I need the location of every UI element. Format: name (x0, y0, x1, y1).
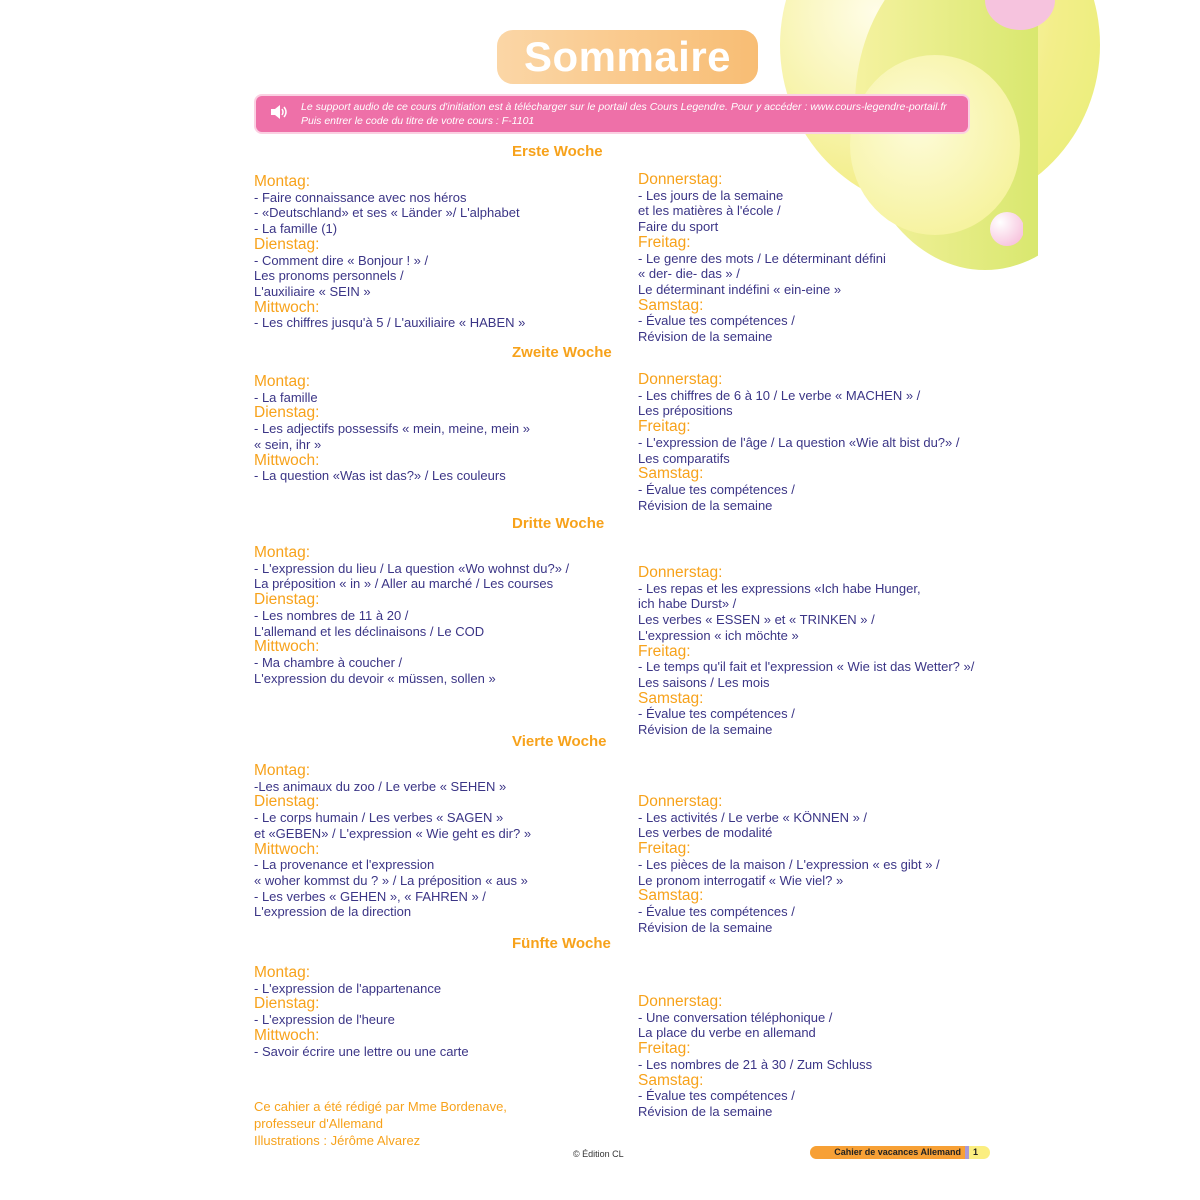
audio-info-banner (256, 96, 968, 132)
day-heading: Freitag: (638, 642, 691, 660)
day-heading: Donnerstag: (638, 793, 723, 810)
day-heading: Dienstag: (254, 995, 320, 1013)
week-right-column (638, 372, 960, 513)
lesson-item: - «Deutschland» et ses « Länder »/ L'alphabet (254, 205, 520, 221)
lesson-item: L'expression de la direction (254, 904, 412, 920)
lesson-item: - Les pièces de la maison / L'expression « es gibt » / (638, 856, 940, 872)
lesson-item: Révision de la semaine (638, 329, 773, 345)
lesson-item: - Évalue tes compétences / (638, 481, 795, 497)
lesson-item: - Évalue tes compétences / (638, 706, 795, 722)
lesson-item: - L'expression de l'appartenance (254, 980, 442, 996)
lesson-item: Révision de la semaine (638, 722, 773, 738)
lesson-item: - Le temps qu'il fait et l'expression « Wie ist das Wetter? »/ (638, 659, 975, 675)
lesson-item: « sein, ihr » (254, 436, 322, 452)
week-heading: Erste Woche (512, 143, 603, 160)
book-title: Cahier de vacances Allemand (810, 1146, 965, 1159)
week-left-column (254, 374, 530, 484)
footer-bar (810, 1146, 990, 1159)
credits-line: Ce cahier a été rédigé par Mme Bordenave, (254, 1099, 507, 1114)
week-heading: Dritte Woche (512, 515, 605, 532)
day-heading: Mittwoch: (254, 840, 320, 858)
page-number: 1 (973, 1147, 979, 1157)
copyright: © Édition CL (573, 1149, 624, 1159)
week-right-column (638, 172, 886, 345)
lesson-item: Révision de la semaine (638, 497, 773, 513)
week-right-column (638, 794, 940, 935)
lesson-item: - Le corps humain / Les verbes « SAGEN » (254, 810, 504, 826)
week-left-column (254, 965, 469, 1059)
lesson-item: - Ma chambre à coucher / (254, 654, 403, 670)
lesson-item: Le pronom interrogatif « Wie viel? » (638, 872, 844, 888)
lesson-item: -Les animaux du zoo / Le verbe « SEHEN » (254, 778, 507, 794)
week-left-column (254, 545, 569, 686)
lesson-item: Révision de la semaine (638, 919, 773, 935)
lesson-item: - La question «Was ist das?» / Les couleurs (254, 468, 506, 484)
lesson-item: La place du verbe en allemand (638, 1025, 816, 1041)
day-heading: Samstag: (638, 689, 704, 707)
lesson-item: Les verbes « ESSEN » et « TRINKEN » / (638, 612, 875, 628)
lesson-item: « woher kommst du ? » / La préposition « aus » (254, 872, 528, 888)
lesson-item: Les verbes de modalité (638, 825, 773, 841)
week-heading: Fünfte Woche (512, 935, 611, 952)
lesson-item: - Les jours de la semaine (638, 187, 784, 203)
day-heading: Montag: (254, 964, 311, 981)
lesson-item: - Les chiffres jusqu'à 5 / L'auxiliaire « HABEN » (254, 315, 526, 331)
lesson-item: ich habe Durst» / (638, 596, 737, 612)
lesson-item: Révision de la semaine (638, 1103, 773, 1119)
day-heading: Dienstag: (254, 404, 320, 422)
lesson-item: - Savoir écrire une lettre ou une carte (254, 1043, 469, 1059)
lesson-item: - Les adjectifs possessifs « mein, meine, mein » (254, 421, 531, 437)
lesson-item: - L'expression du lieu / La question «Wo wohnst du?» / (254, 560, 570, 576)
banner-line-1: Le support audio de ce cours d'initiation est à télécharger sur le portail des Cours Legendre. Pour y accéder : www.cours-legendre-portail.fr (301, 101, 947, 113)
day-heading: Dienstag: (254, 793, 320, 811)
lesson-item: - Une conversation téléphonique / (638, 1009, 833, 1025)
lesson-item: Les prépositions (638, 403, 733, 419)
credits-line: professeur d'Allemand (254, 1116, 383, 1131)
day-heading: Mittwoch: (254, 451, 320, 469)
lesson-item: - La famille (254, 389, 318, 405)
lesson-item: - Le genre des mots / Le déterminant défini (638, 250, 886, 266)
lesson-item: - Les nombres de 11 à 20 / (254, 607, 409, 623)
lesson-item: - Évalue tes compétences / (638, 903, 795, 919)
lesson-item: Le déterminant indéfini « ein-eine » (638, 281, 842, 297)
decor-circle-pink-small (990, 212, 1024, 246)
lesson-item: L'auxiliaire « SEIN » (254, 283, 371, 299)
lesson-item: - Les verbes « GEHEN », « FAHREN » / (254, 888, 486, 904)
day-heading: Donnerstag: (638, 564, 723, 581)
day-heading: Samstag: (638, 887, 704, 905)
lesson-item: L'expression « ich möchte » (638, 627, 799, 643)
lesson-item: La préposition « in » / Aller au marché / Les courses (254, 576, 554, 592)
day-heading: Freitag: (638, 1040, 691, 1058)
lesson-item: - Évalue tes compétences / (638, 1088, 795, 1104)
lesson-item: - Les chiffres de 6 à 10 / Le verbe « MACHEN » / (638, 387, 921, 403)
lesson-item: L'allemand et les déclinaisons / Le COD (254, 623, 485, 639)
lesson-item: - Les nombres de 21 à 30 / Zum Schluss (638, 1056, 873, 1072)
lesson-item: - Faire connaissance avec nos héros (254, 189, 467, 205)
credits-line: Illustrations : Jérôme Alvarez (254, 1133, 421, 1148)
lesson-item: L'expression du devoir « müssen, sollen » (254, 670, 496, 686)
week-left-column (254, 763, 531, 920)
lesson-item: Faire du sport (638, 219, 719, 235)
lesson-item: - La provenance et l'expression (254, 857, 435, 873)
day-heading: Montag: (254, 173, 311, 190)
week-heading: Zweite Woche (512, 344, 612, 361)
lesson-item: et «GEBEN» / L'expression « Wie geht es dir? » (254, 825, 532, 841)
page-title: Sommaire (497, 30, 758, 84)
day-heading: Montag: (254, 762, 311, 779)
week-heading: Vierte Woche (512, 733, 607, 750)
speaker-icon (270, 104, 288, 124)
lesson-item: - La famille (1) (254, 221, 338, 237)
day-heading: Mittwoch: (254, 638, 320, 656)
lesson-item: Les pronoms personnels / (254, 268, 404, 284)
lesson-item: Les saisons / Les mois (638, 674, 770, 690)
day-heading: Samstag: (638, 296, 704, 314)
lesson-item: - L'expression de l'âge / La question «Wie alt bist du?» / (638, 434, 960, 450)
day-heading: Freitag: (638, 233, 691, 251)
day-heading: Montag: (254, 373, 311, 390)
day-heading: Dienstag: (254, 235, 320, 253)
day-heading: Donnerstag: (638, 993, 723, 1010)
week-right-column (638, 565, 974, 738)
footer-divider (965, 1146, 969, 1159)
day-heading: Freitag: (638, 840, 691, 858)
lesson-item: « der- die- das » / (638, 266, 740, 282)
banner-line-2: Puis entrer le code du titre de votre cours : F-1101 (301, 115, 535, 127)
lesson-item: - Évalue tes compétences / (638, 313, 795, 329)
day-heading: Freitag: (638, 418, 691, 436)
lesson-item: et les matières à l'école / (638, 203, 781, 219)
week-right-column (638, 994, 872, 1120)
day-heading: Montag: (254, 544, 311, 561)
day-heading: Donnerstag: (638, 171, 723, 188)
day-heading: Mittwoch: (254, 298, 320, 316)
day-heading: Dienstag: (254, 591, 320, 609)
day-heading: Samstag: (638, 465, 704, 483)
credits (254, 1098, 507, 1149)
lesson-item: - Les repas et les expressions «Ich habe Hunger, (638, 580, 921, 596)
day-heading: Mittwoch: (254, 1026, 320, 1044)
day-heading: Donnerstag: (638, 371, 723, 388)
day-heading: Samstag: (638, 1071, 704, 1089)
week-left-column (254, 174, 525, 331)
lesson-item: - Les activités / Le verbe « KÖNNEN » / (638, 809, 868, 825)
lesson-item: - L'expression de l'heure (254, 1012, 395, 1028)
lesson-item: - Comment dire « Bonjour ! » / (254, 252, 429, 268)
lesson-item: Les comparatifs (638, 450, 730, 466)
